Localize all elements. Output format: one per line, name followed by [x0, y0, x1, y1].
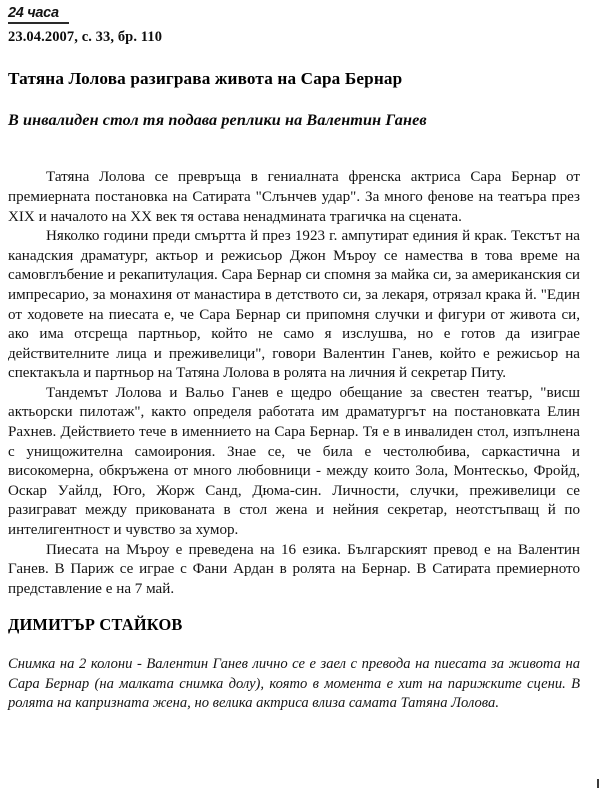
body-paragraph: Пиесата на Мъроу е преведена на 16 езика. Българският превод е на Валентин Ганев. В Париж се играе с Фани Ардан в ролята на Бернар. В Сатирата премиерното представление е на 7 май. — [8, 541, 580, 597]
photo-caption: Снимка на 2 колони - Валентин Ганев лично се е заел с превода на пиесата за живота на Сара Бернар (на малката снимка долу), която в момента е хит на парижките сцени. В ролята на капризната жена, но велика актриса влиза самата Татяна Лолова. — [8, 656, 580, 711]
body-paragraph: Тандемът Лолова и Вальо Ганев е щедро обещание за свестен театър, "висш актьорски пилотаж", както определя работата им драматургът на постановката Елин Рахнев. Действието тече в именнието на Сара Бернар. Тя е в инвалиден стол, изпълнена с унищожителна самоирония. Знае се, че била е честолюбива, саркастична и високомерна, обкръжена от много любовници - между които Зола, Монтескьо, Фройд, Оскар Уайлд, Юго, Жорж Санд, Дюма-син. Личности, случки, преживелици се разиграват между прикованата в стол жена и нейния секретар, неотстъпващ й по интелигентност и чувство за хумор. — [8, 384, 580, 539]
body-paragraph: Татяна Лолова се превръща в гениалната френска актриса Сара Бернар от премиерната постановка на Сатирата "Слънчев удар". За много фенове на театъра през XIX и началото на XX век тя остава ненадмината трагичка на сцената. — [8, 169, 580, 225]
article-body — [8, 168, 580, 599]
body-paragraph: Няколко години преди смъртта й през 1923 г. ампутират единия й крак. Текстът на канадския драматург, актьор и режисьор Джон Мъроу се намества в това време на самовглъбение и рекапитулация. Сара Бернар си спомня за майка си, за американския си импресарио, за монахиня от манастира в детството си, за лекаря, отрязал крака й. "Един от ходовете на пиесата е, че Сара Бернар си припомня случки и фигури от живота си, ако има отсреща партньор, който не само я изслушва, но е готов да изиграе действителните лица и преживелици", говори Валентин Ганев, който е режисьор на спектакъла и партньор на Татяна Лолова в ролята на личния й секретар Питу. — [8, 228, 580, 382]
article-headline: Татяна Лолова разиграва живота на Сара Бернар — [8, 68, 403, 88]
article-content — [8, 4, 580, 713]
publication-dateline: 23.04.2007, с. 33, бр. 110 — [8, 29, 163, 46]
article-byline: ДИМИТЪР СТАЙКОВ — [8, 615, 183, 635]
publication-masthead-logo: 24 часа — [8, 6, 69, 24]
scan-edge-mark — [597, 779, 599, 788]
article-subheadline: В инвалиден стол тя подава реплики на Валентин Ганев — [8, 111, 427, 130]
